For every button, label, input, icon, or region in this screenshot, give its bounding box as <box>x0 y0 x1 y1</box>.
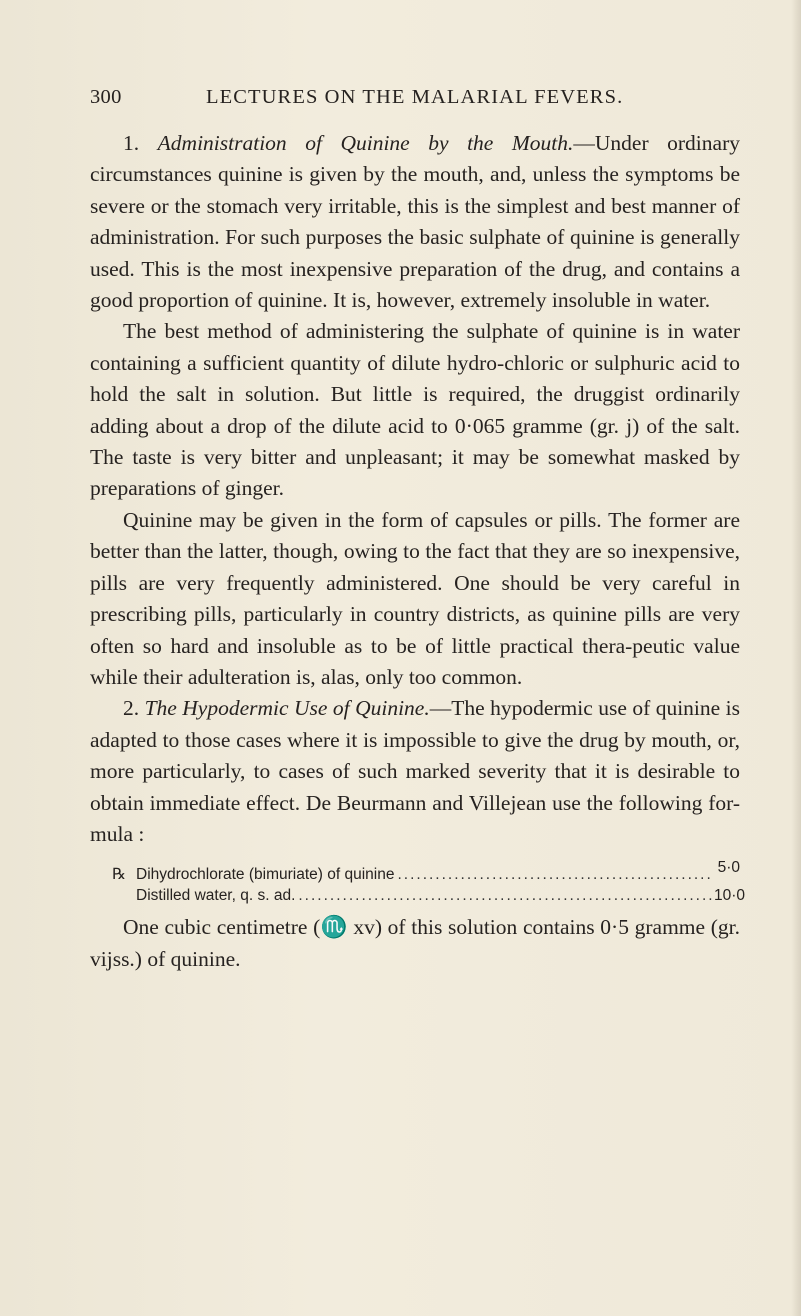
running-title: LECTURES ON THE MALARIAL FEVERS. <box>206 86 624 108</box>
formula-ingredient: Dihydrochlorate (bimuriate) of quinine <box>136 866 395 884</box>
formula-ingredient: Distilled water, q. s. ad. <box>136 887 296 905</box>
prescription-formula <box>90 859 746 906</box>
paragraph-dosage: One cubic centimetre (♏ xv) of this solution contains 0·5 gramme (gr. vijss.) of quinine. <box>90 915 740 971</box>
paragraph-capsules-pills: Quinine may be given in the form of capsules or pills. The former are better than the latter, though, owing to the fact that they are so inexpensive, pills are very frequently administered. One should be very careful in prescribing pills, particularly in country districts, as quinine pills are very often so hard and insoluble as to be of little practical thera-peutic value while their adulteration is, alas, only too common. <box>90 507 740 689</box>
rx-symbol: ℞ <box>112 866 126 884</box>
section-2-text: —The hypodermic use of quinine is adapted to those cases where it is impossible to give the drug by mouth, or, more particularly, to cases of such marked severity that it is desirable to obtain immediate effect. De Beurmann and Villejean use the following for-mula : <box>90 696 740 846</box>
formula-quantity: 5·0 <box>717 859 740 877</box>
section-1-text: —Under ordinary circumstances quinine is given by the mouth, and, unless the symptoms be severe or the stomach very irritable, this is the simplest and best manner of administration. For such purposes the basic sulphate of quinine is generally used. This is the most inexpensive preparation of the drug, and contains a good proportion of quinine. It is, however, extremely insoluble in water. <box>90 131 740 313</box>
leader-dots <box>394 864 714 885</box>
section-2-paragraph <box>90 693 740 850</box>
page-body <box>90 128 746 975</box>
formula-row <box>90 859 740 885</box>
section-1-number: 1. <box>123 131 140 155</box>
page-edge-shadow <box>791 0 801 1316</box>
leader-dots <box>295 885 714 906</box>
formula-row <box>90 885 746 906</box>
section-2-number: 2. <box>123 696 140 721</box>
page-number: 300 <box>90 86 122 108</box>
section-2-heading: The Hypodermic Use of Quinine. <box>144 696 430 721</box>
paragraph-acid-method: The best method of administering the sulphate of quinine is in water containing a sufficient quantity of dilute hydro-chloric or sulphuric acid to hold the salt in solution. But little is required, the druggist ordinarily adding about a drop of the dilute acid to 0·065 gramme (gr. j) of the salt. The taste is very bitter and unpleasant; it may be somewhat masked by preparations of ginger. <box>90 319 740 501</box>
section-1-heading: Administration of Quinine by the Mouth. <box>157 131 574 155</box>
formula-quantity: 10·0 <box>714 887 746 905</box>
running-header <box>90 86 740 116</box>
section-1-paragraph <box>90 128 740 316</box>
